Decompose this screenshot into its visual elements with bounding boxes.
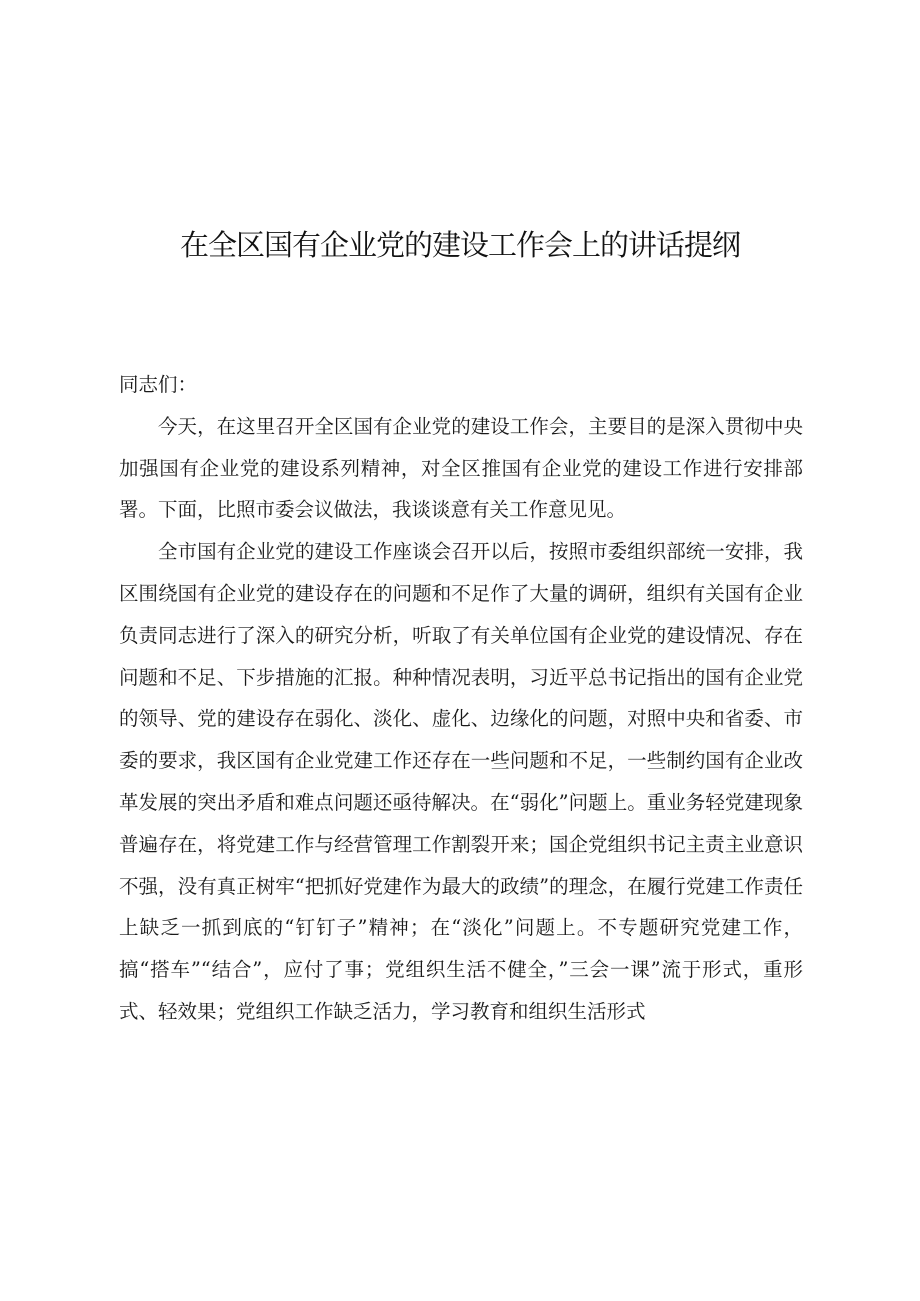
paragraph-opening: 今天，在这里召开全区国有企业党的建设工作会，主要目的是深入贯彻中央加强国有企业党的建设系列精神，对全区推国有企业党的建设工作进行安排部署。下面，比照市委会议做法，我谈谈意有关工作意见见。 <box>119 414 803 522</box>
salutation: 同志们： <box>119 373 198 396</box>
document-title: 在全区国有企业党的建设工作会上的讲话提纲 <box>179 228 740 262</box>
paragraph-problems: 全市国有企业党的建设工作座谈会召开以后，按照市委组织部统一安排，我区围绕国有企业党的建设存在的问题和不足作了大量的调研，组织有关国有企业负责同志进行了深入的研究分析，听取了有关单位国有企业党的建设情况、存在问题和不足、下步措施的汇报。种种情况表明，习近平总书记指出的国有企业党的领导、党的建设存在弱化、淡化、虚化、边缘化的问题，对照中央和省委、市委的要求，我区国有企业党建工作还存在一些问题和不足，一些制约国有企业改革发展的突出矛盾和难点问题还亟待解决。在“弱化”问题上。重业务轻党建现象普遍存在，将党建工作与经营管理工作割裂开来；国企党组织书记主责主业意识不强，没有真正树牢“把抓好党建作为最大的政绩”的理念，在履行党建工作责任上缺乏一抓到底的“钉钉子”精神；在“淡化”问题上。不专题研究党建工作，搞“搭车”“结合”，应付了事；党组织生活不健全，”三会一课”流于形式，重形式、轻效果；党组织工作缺乏活力，学习教育和组织生活形式 <box>119 540 803 1023</box>
document-body <box>119 364 803 1033</box>
